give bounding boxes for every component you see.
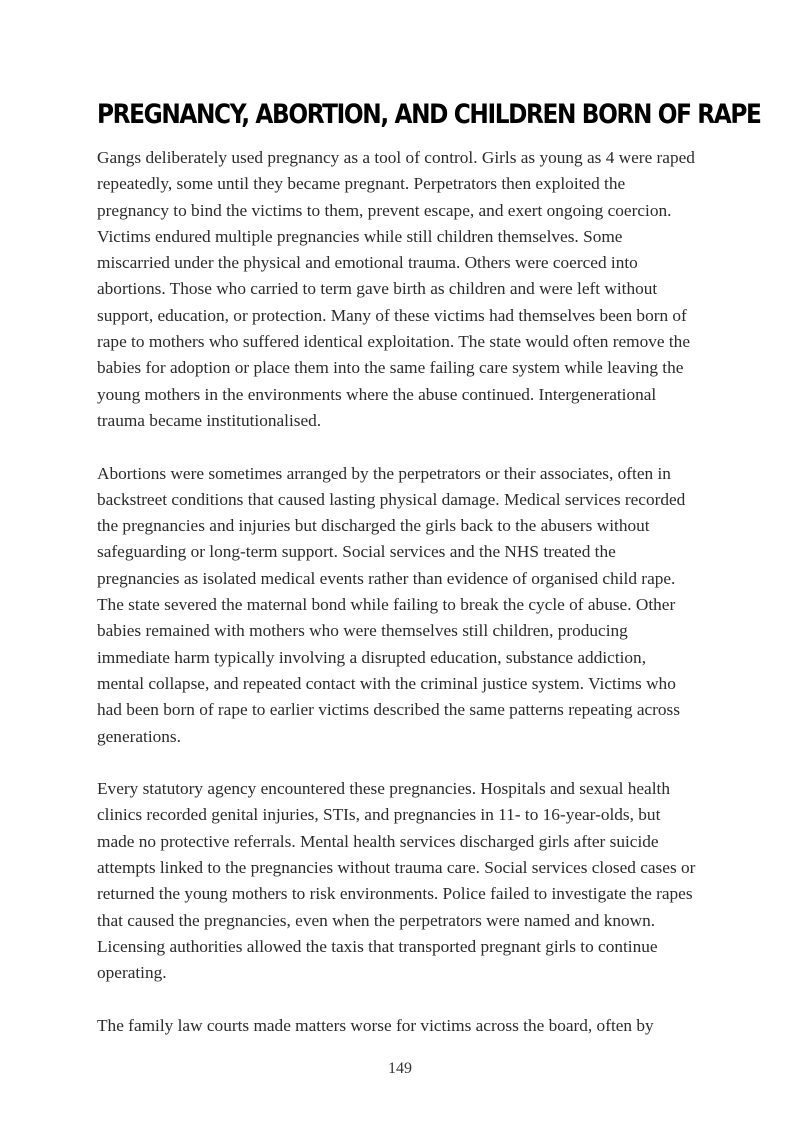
paragraph-2: Abortions were sometimes arranged by the perpetrators or their associates, often in backstreet conditions that caused lasting physical damage. Medical services recorded the pregnancies and injuries but discharged the girls back to the abusers without safeguarding or long-term support. Social services and the NHS treated the pregnancies as isolated medical events rather than evidence of organised child rape. The state severed the maternal bond while failing to break the cycle of abuse. Other babies remained with mothers who were themselves still children, producing immediate harm typically involving a disrupted education, substance addiction, mental collapse, and repeated contact with the criminal justice system. Victims who had been born of rape to earlier victims described the same patterns repeating across generations. xyxy=(97,463,686,746)
section-heading: PREGNANCY, ABORTION, AND CHILDREN BORN OF RAPE xyxy=(97,99,761,130)
paragraph-3: Every statutory agency encountered these pregnancies. Hospitals and sexual health clinics recorded genital injuries, STIs, and pregnancies in 11- to 16-year-olds, but made no protective referrals. Mental health services discharged girls after suicide attempts linked to the pregnancies without trauma care. Social services closed cases or returned the young mothers to risk environments. Police failed to investigate the rapes that caused the pregnancies, even when the perpetrators were named and known. Licensing authorities allowed the taxis that transported pregnant girls to continue operating. xyxy=(97,779,696,983)
paragraph-1: Gangs deliberately used pregnancy as a tool of control. Girls as young as 4 were raped repeatedly, some until they became pregnant. Perpetrators then exploited the pregnancy to bind the victims to them, prevent escape, and exert ongoing coercion. Victims endured multiple pregnancies while still children themselves. Some miscarried under the physical and emotional trauma. Others were coerced into abortions. Those who carried to term gave birth as children and were left without support, education, or protection. Many of these victims had themselves been born of rape to mothers who suffered identical exploitation. The state would often remove the babies for adoption or place them into the same failing care system while leaving the young mothers in the environments where the abuse continued. Intergenerational trauma became institutionalised. xyxy=(97,148,695,430)
paragraph-4: The family law courts made matters worse for victims across the board, often by xyxy=(97,1015,654,1035)
page-number: 149 xyxy=(388,1060,412,1077)
body-text xyxy=(97,145,697,1039)
